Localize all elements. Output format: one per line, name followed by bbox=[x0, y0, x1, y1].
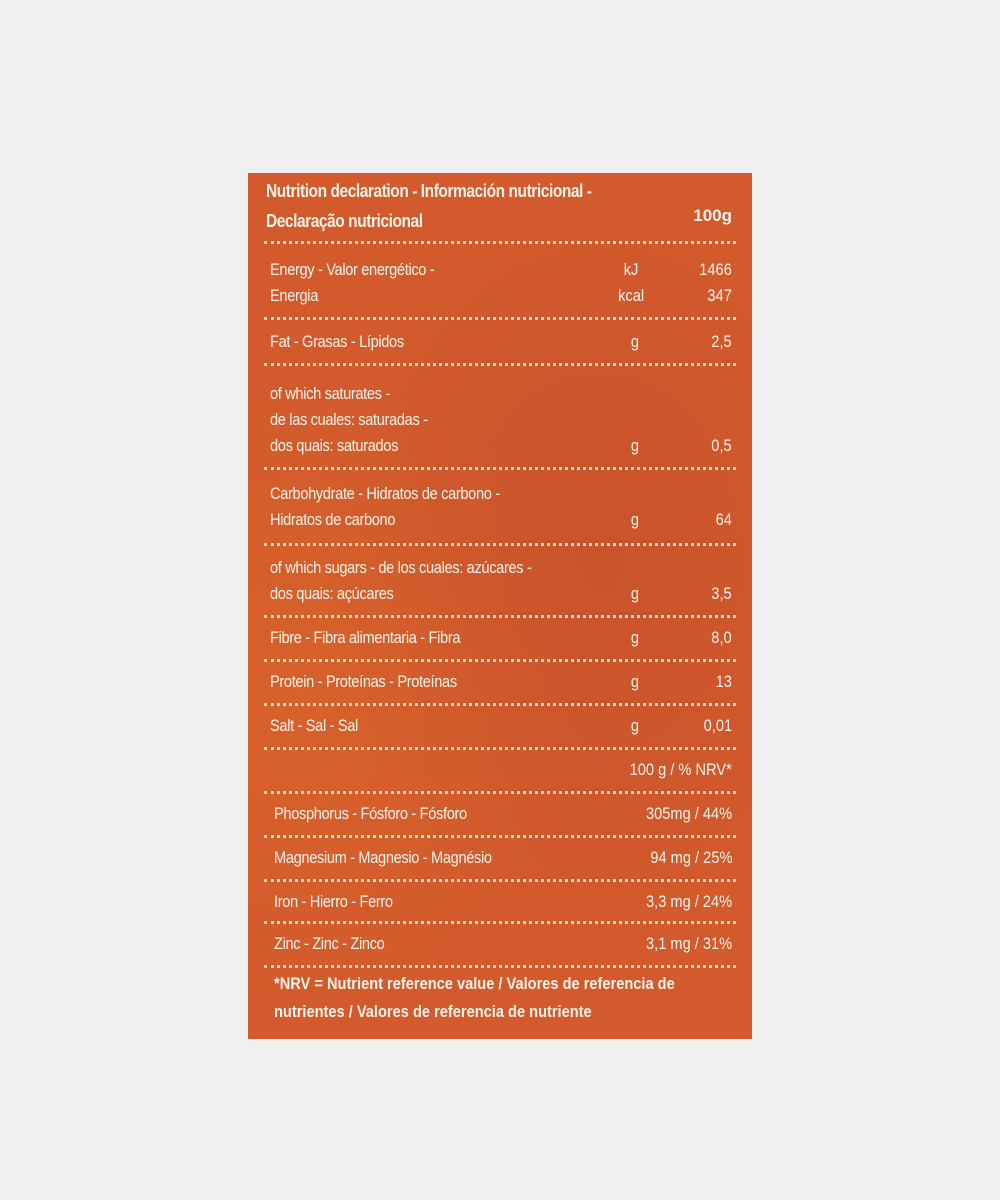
nutrient-value bbox=[708, 581, 732, 607]
mineral-name bbox=[274, 801, 498, 827]
title-line-2: Declaração nutricional bbox=[266, 211, 423, 231]
mineral-row-magnesium bbox=[270, 843, 732, 871]
nutrient-name bbox=[270, 625, 491, 651]
nutrition-label bbox=[248, 173, 752, 1039]
nutrient-unit bbox=[620, 625, 650, 651]
nutrient-name-line: dos quais: açúcares bbox=[270, 584, 394, 603]
mineral-value bbox=[632, 801, 732, 827]
mineral-row-phosphorus bbox=[270, 799, 732, 827]
nutrient-name bbox=[270, 329, 426, 355]
nutrient-name-line: Salt - Sal - Sal bbox=[270, 716, 358, 735]
nutrient-row-protein bbox=[270, 667, 732, 695]
divider bbox=[264, 615, 736, 618]
nutrient-unit bbox=[620, 507, 650, 533]
divider bbox=[264, 467, 736, 470]
nutrient-value bbox=[708, 625, 732, 651]
nutrient-row-carbohydrate bbox=[270, 477, 732, 533]
mineral-value bbox=[637, 845, 732, 871]
nutrient-value bbox=[708, 433, 732, 459]
nutrient-value-text: 2,5 bbox=[711, 332, 732, 351]
nutrient-value-text: 8,0 bbox=[711, 628, 732, 647]
nutrient-name bbox=[270, 669, 487, 695]
nutrient-name-line: dos quais: saturados bbox=[270, 436, 399, 455]
mineral-name-text: Zinc - Zinc - Zinco bbox=[274, 934, 385, 953]
nutrient-name-line: Protein - Proteínas - Proteínas bbox=[270, 672, 457, 691]
per-100g-header-text: 100g bbox=[693, 206, 732, 225]
nutrition-title bbox=[266, 176, 736, 236]
nutrient-unit bbox=[616, 257, 646, 309]
unit-kcal: kcal bbox=[618, 286, 645, 305]
unit-kj: kJ bbox=[623, 260, 639, 279]
mineral-value-text: 94 mg / 25% bbox=[649, 848, 732, 867]
nutrient-row-fibre bbox=[270, 623, 732, 651]
nutrient-unit-text: g bbox=[630, 716, 640, 735]
nutrient-value bbox=[699, 713, 732, 739]
nutrient-row-saturates bbox=[270, 373, 732, 459]
nutrient-value-text: 0,5 bbox=[711, 436, 732, 455]
nutrient-value bbox=[713, 507, 732, 533]
nutrient-name-line: de las cuales: saturadas - bbox=[270, 410, 428, 429]
nutrient-value-text: 0,01 bbox=[703, 716, 732, 735]
nutrient-name-line: Carbohydrate - Hidratos de carbono - bbox=[270, 484, 500, 503]
divider bbox=[264, 363, 736, 366]
divider bbox=[264, 543, 736, 546]
footnote-line-1: *NRV = Nutrient reference value / Valores de referencia de bbox=[274, 974, 675, 993]
nutrient-row-energy bbox=[270, 253, 732, 309]
title-line-1: Nutrition declaration - Información nutricional - bbox=[266, 181, 592, 201]
mineral-value-text: 305mg / 44% bbox=[645, 804, 732, 823]
nutrient-name bbox=[270, 555, 574, 607]
divider bbox=[264, 921, 736, 924]
per-100g-header bbox=[693, 206, 732, 226]
divider bbox=[264, 747, 736, 750]
mineral-name-text: Phosphorus - Fósforo - Fósforo bbox=[274, 804, 467, 823]
nutrient-name-line: Energy - Valor energético - bbox=[270, 260, 435, 279]
nutrient-unit bbox=[620, 581, 650, 607]
value-kj: 1466 bbox=[699, 260, 732, 279]
mineral-name bbox=[274, 931, 402, 957]
nutrient-unit bbox=[620, 433, 650, 459]
nutrient-name-line: of which saturates - bbox=[270, 384, 390, 403]
nutrient-name bbox=[270, 257, 461, 309]
nutrient-name bbox=[270, 481, 537, 533]
mineral-name bbox=[274, 845, 527, 871]
nutrient-unit-text: g bbox=[630, 436, 640, 455]
mineral-header-text: 100 g / % NRV* bbox=[629, 760, 732, 779]
nutrient-unit-text: g bbox=[630, 332, 640, 351]
nutrient-name bbox=[270, 713, 372, 739]
mineral-header bbox=[613, 757, 732, 783]
footnote-line-2: nutrientes / Valores de referencia de nutriente bbox=[274, 1002, 592, 1021]
divider bbox=[264, 879, 736, 882]
divider bbox=[264, 241, 736, 244]
value-kcal: 347 bbox=[707, 286, 732, 305]
nutrient-name-line: Fibre - Fibra alimentaria - Fibra bbox=[270, 628, 461, 647]
nutrient-unit bbox=[620, 669, 650, 695]
divider bbox=[264, 835, 736, 838]
nutrient-unit-text: g bbox=[630, 584, 640, 603]
divider bbox=[264, 703, 736, 706]
nutrient-unit bbox=[620, 713, 650, 739]
nutrient-value bbox=[708, 329, 732, 355]
nutrient-value-text: 64 bbox=[715, 510, 732, 529]
mineral-value bbox=[632, 931, 732, 957]
nutrient-value bbox=[694, 257, 732, 309]
divider bbox=[264, 965, 736, 968]
nrv-footnote bbox=[274, 970, 740, 1026]
nutrient-name-line: Fat - Grasas - Lípidos bbox=[270, 332, 404, 351]
nutrient-unit-text: g bbox=[630, 672, 640, 691]
nutrient-value bbox=[713, 669, 732, 695]
mineral-name-text: Iron - Hierro - Ferro bbox=[274, 892, 393, 911]
nutrient-name-line: Energia bbox=[270, 286, 318, 305]
nutrient-name bbox=[270, 381, 453, 459]
nutrient-unit-text: g bbox=[630, 510, 640, 529]
nutrient-name-line: Hidratos de carbono bbox=[270, 510, 396, 529]
mineral-value-text: 3,3 mg / 24% bbox=[645, 892, 732, 911]
divider bbox=[264, 317, 736, 320]
mineral-value-text: 3,1 mg / 31% bbox=[645, 934, 732, 953]
mineral-row-iron bbox=[270, 887, 732, 915]
mineral-name-text: Magnesium - Magnesio - Magnésio bbox=[274, 848, 492, 867]
divider bbox=[264, 659, 736, 662]
nutrient-row-fat bbox=[270, 327, 732, 355]
nutrient-row-sugars bbox=[270, 551, 732, 607]
nutrient-unit-text: g bbox=[630, 628, 640, 647]
nutrient-row-salt bbox=[270, 711, 732, 739]
mineral-row-zinc bbox=[270, 929, 732, 957]
nutrient-value-text: 3,5 bbox=[711, 584, 732, 603]
nutrient-unit bbox=[620, 329, 650, 355]
nutrient-name-line: of which sugars - de los cuales: azúcares - bbox=[270, 558, 532, 577]
mineral-name bbox=[274, 889, 412, 915]
mineral-header-row bbox=[270, 755, 732, 783]
nutrient-value-text: 13 bbox=[715, 672, 732, 691]
divider bbox=[264, 791, 736, 794]
mineral-value bbox=[632, 889, 732, 915]
